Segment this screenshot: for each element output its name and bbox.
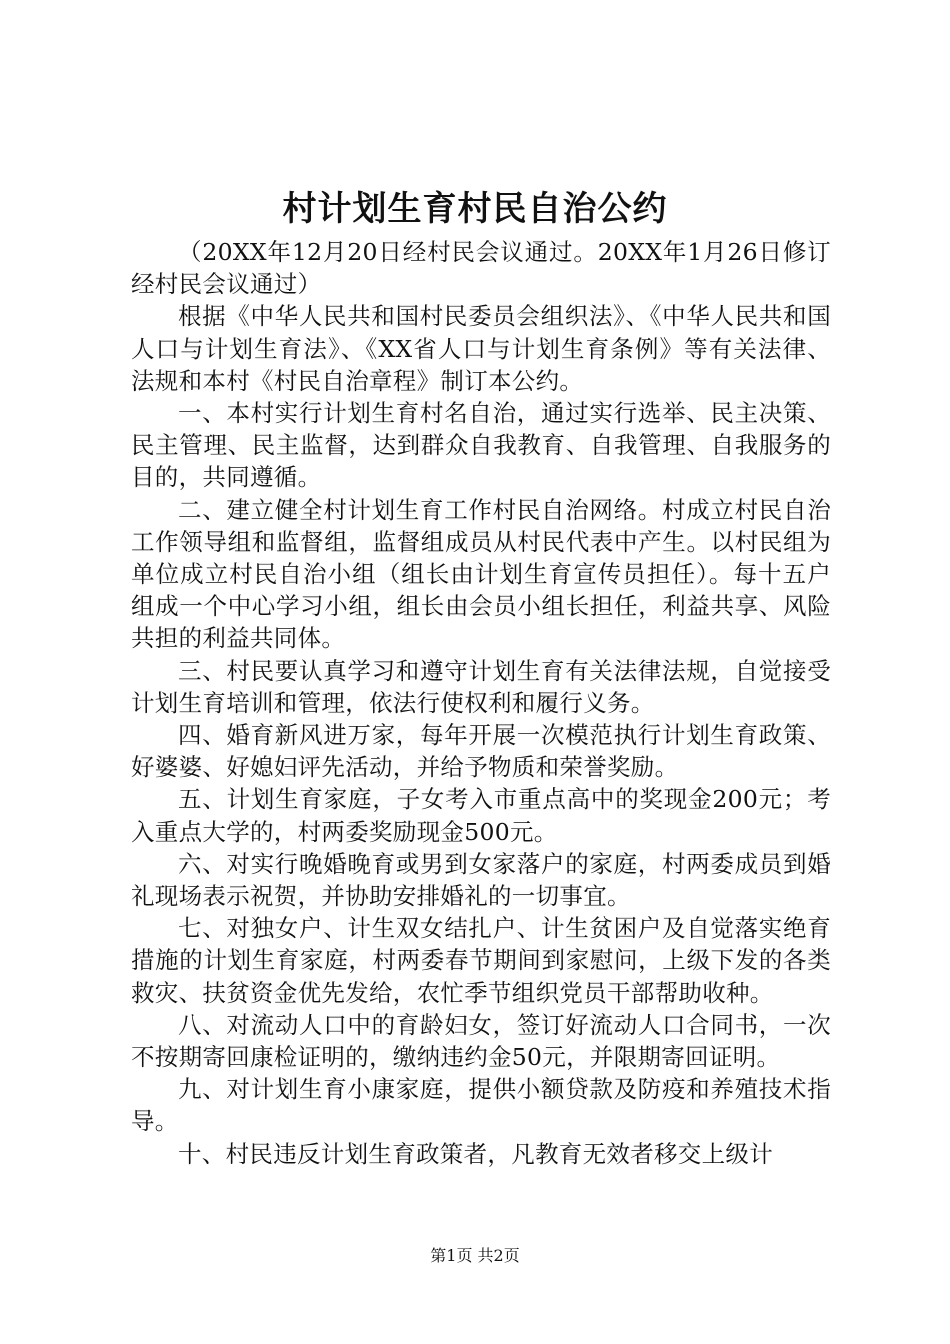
article-6: 六、对实行晚婚晚育或男到女家落户的家庭，村两委成员到婚礼现场表示祝贺，并协助安排婚礼的一切事宜。	[131, 849, 831, 911]
legal-basis-paragraph: 根据《中华人民共和国村民委员会组织法》、《中华人民共和国人口与计划生育法》、《XX省人口与计划生育条例》等有关法律、法规和本村《村民自治章程》制订本公约。	[131, 302, 831, 395]
article-10: 十、村民违反计划生育政策者，凡教育无效者移交上级计	[178, 1139, 773, 1168]
article-7: 七、对独女户、计生双女结扎户、计生贫困户及自觉落实绝育措施的计划生育家庭，村两委春节期间到家慰问，上级下发的各类救灾、扶贫资金优先发给，农忙季节组织党员干部帮助收种。	[131, 914, 831, 1007]
article-3: 三、村民要认真学习和遵守计划生育有关法律法规，自觉接受计划生育培训和管理，依法行使权利和履行义务。	[131, 656, 831, 717]
article-8: 八、对流动人口中的育龄妇女，签订好流动人口合同书，一次不按期寄回康检证明的，缴纳违约金50元，并限期寄回证明。	[131, 1010, 831, 1072]
article-5: 五、计划生育家庭，子女考入市重点高中的奖现金200元；考入重点大学的，村两委奖励现金500元。	[131, 785, 831, 846]
document-body	[131, 236, 831, 1170]
document-title: 村计划生育村民自治公约	[282, 189, 668, 229]
article-4: 四、婚育新风进万家，每年开展一次模范执行计划生育政策、好婆婆、好媳妇评先活动，并给予物质和荣誉奖励。	[131, 721, 831, 782]
preamble-note: （20XX年12月20日经村民会议通过。20XX年1月26日修订经村民会议通过）	[131, 238, 831, 299]
article-9: 九、对计划生育小康家庭，提供小额贷款及防疫和养殖技术指导。	[131, 1075, 831, 1136]
article-1: 一、本村实行计划生育村名自治，通过实行选举、民主决策、民主管理、民主监督，达到群众自我教育、自我管理、自我服务的目的，共同遵循。	[131, 399, 831, 492]
article-2: 二、建立健全村计划生育工作村民自治网络。村成立村民自治工作领导组和监督组，监督组成员从村民代表中产生。以村民组为单位成立村民自治小组（组长由计划生育宣传员担任）。每十五户组成一个中心学习小组，组长由会员小组长担任，利益共享、风险共担的利益共同体。	[131, 495, 831, 653]
page-footer: 第1页 共2页	[430, 1246, 520, 1265]
